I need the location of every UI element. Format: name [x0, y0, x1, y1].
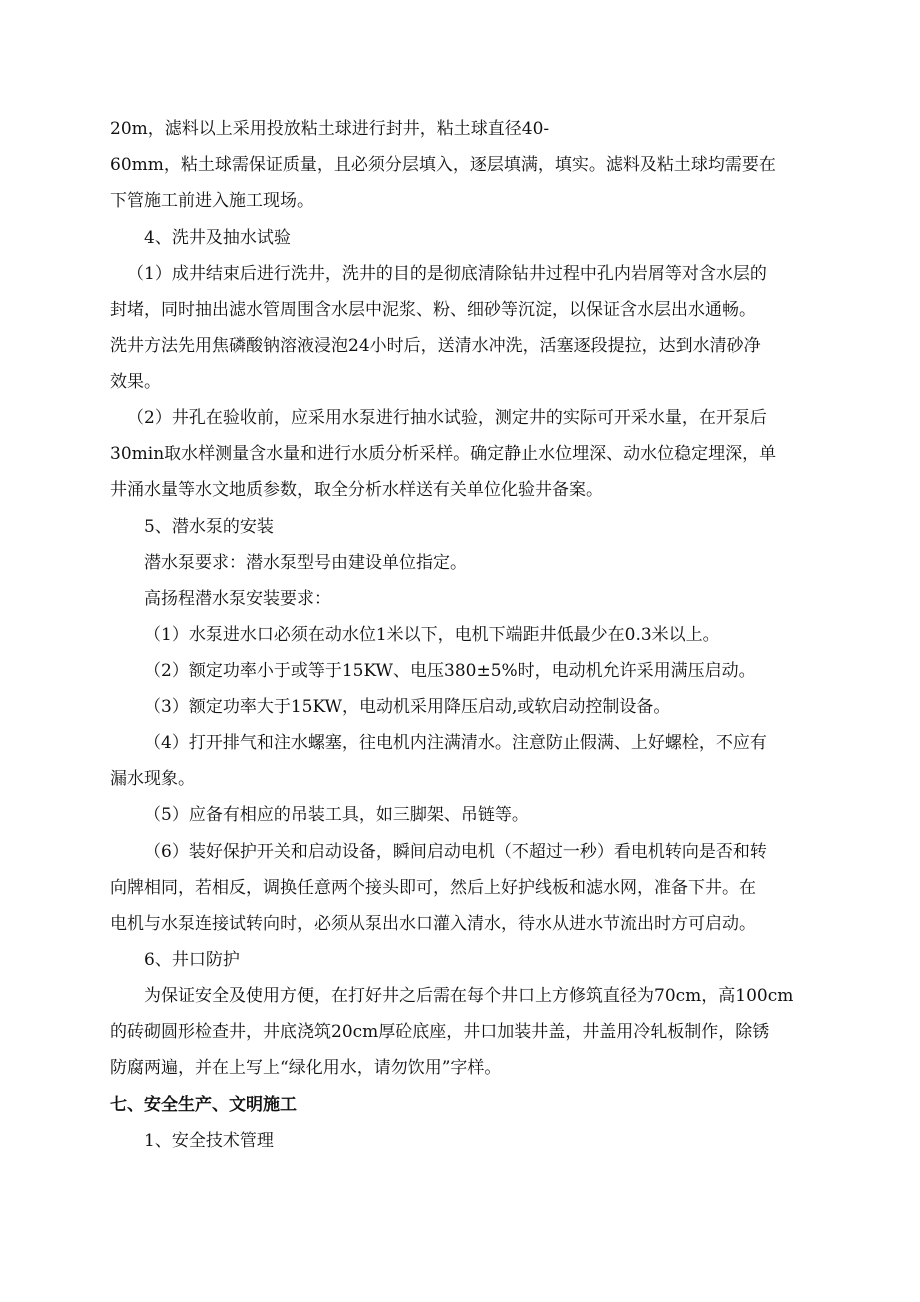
text-line: （1）成井结束后进行洗井，洗井的目的是彻底清除钻井过程中孔内岩屑等对含水层的 [127, 264, 767, 284]
text-line: （4）打开排气和注水螺塞，往电机内注满清水。注意防止假满、上好螺栓，不应有 [144, 733, 767, 753]
text-line: 洗井方法先用焦磷酸钠溶液浸泡24小时后，送清水冲洗，活塞逐段提拉，达到水清砂净 [110, 336, 761, 356]
text-line: 封堵，同时抽出滤水管周围含水层中泥浆、粉、细砂等沉淀，以保证含水层出水通畅。 [110, 300, 756, 320]
text-line: 漏水现象。 [110, 769, 195, 789]
text-line: 防腐两遍，并在上写上“绿化用水，请勿饮用”字样。 [110, 1058, 502, 1078]
text-line: 效果。 [110, 372, 161, 392]
text-line: 的砖砌圆形检查井，井底浇筑20cm厚砼底座，井口加装井盖，井盖用冷轧板制作，除锈 [110, 1022, 770, 1042]
section-heading: 5、潜水泵的安装 [144, 517, 274, 537]
text-line: 高扬程潜水泵安装要求： [144, 589, 331, 609]
chapter-heading: 七、安全生产、文明施工 [110, 1095, 297, 1115]
text-line: 潜水泵要求：潜水泵型号由建设单位指定。 [144, 553, 467, 573]
section-heading: 4、洗井及抽水试验 [144, 228, 291, 248]
text-line: （2）井孔在验收前，应采用水泵进行抽水试验，测定井的实际可开采水量，在开泵后 [127, 408, 767, 428]
text-line: （6）装好保护开关和启动设备，瞬间启动电机（不超过一秒）看电机转向是否和转 [144, 842, 767, 862]
text-line: （3）额定功率大于15KW，电动机采用降压启动,或软启动控制设备。 [144, 697, 671, 717]
text-line: 井涌水量等水文地质参数，取全分析水样送有关单位化验井备案。 [110, 480, 603, 500]
section-heading: 6、井口防护 [144, 950, 240, 970]
text-line: 电机与水泵连接试转向时，必须从泵出水口灌入清水，待水从进水节流出时方可启动。 [110, 914, 756, 934]
text-line: 向牌相同，若相反，调换任意两个接头即可，然后上好护线板和滤水网，准备下井。在 [110, 878, 756, 898]
text-line: （2）额定功率小于或等于15KW、电压380±5%时，电动机允许采用满压启动。 [144, 661, 756, 681]
section-heading: 1、安全技术管理 [144, 1131, 274, 1151]
text-line: 30min取水样测量含水量和进行水质分析采样。确定静止水位埋深、动水位稳定埋深，单 [110, 444, 777, 464]
text-line: 60mm，粘土球需保证质量，且必须分层填入，逐层填满，填实。滤料及粘土球均需要在 [110, 155, 776, 175]
text-line: （1）水泵进水口必须在动水位1米以下，电机下端距井低最少在0.3米以上。 [144, 625, 720, 645]
text-line: 为保证安全及使用方便，在打好井之后需在每个井口上方修筑直径为70cm，高100cm [144, 986, 794, 1006]
text-line: 下管施工前进入施工现场。 [110, 191, 314, 211]
text-line: 20m，滤料以上采用投放粘土球进行封井，粘土球直径40- [110, 119, 550, 139]
text-line: （5）应备有相应的吊装工具，如三脚架、吊链等。 [144, 805, 529, 825]
